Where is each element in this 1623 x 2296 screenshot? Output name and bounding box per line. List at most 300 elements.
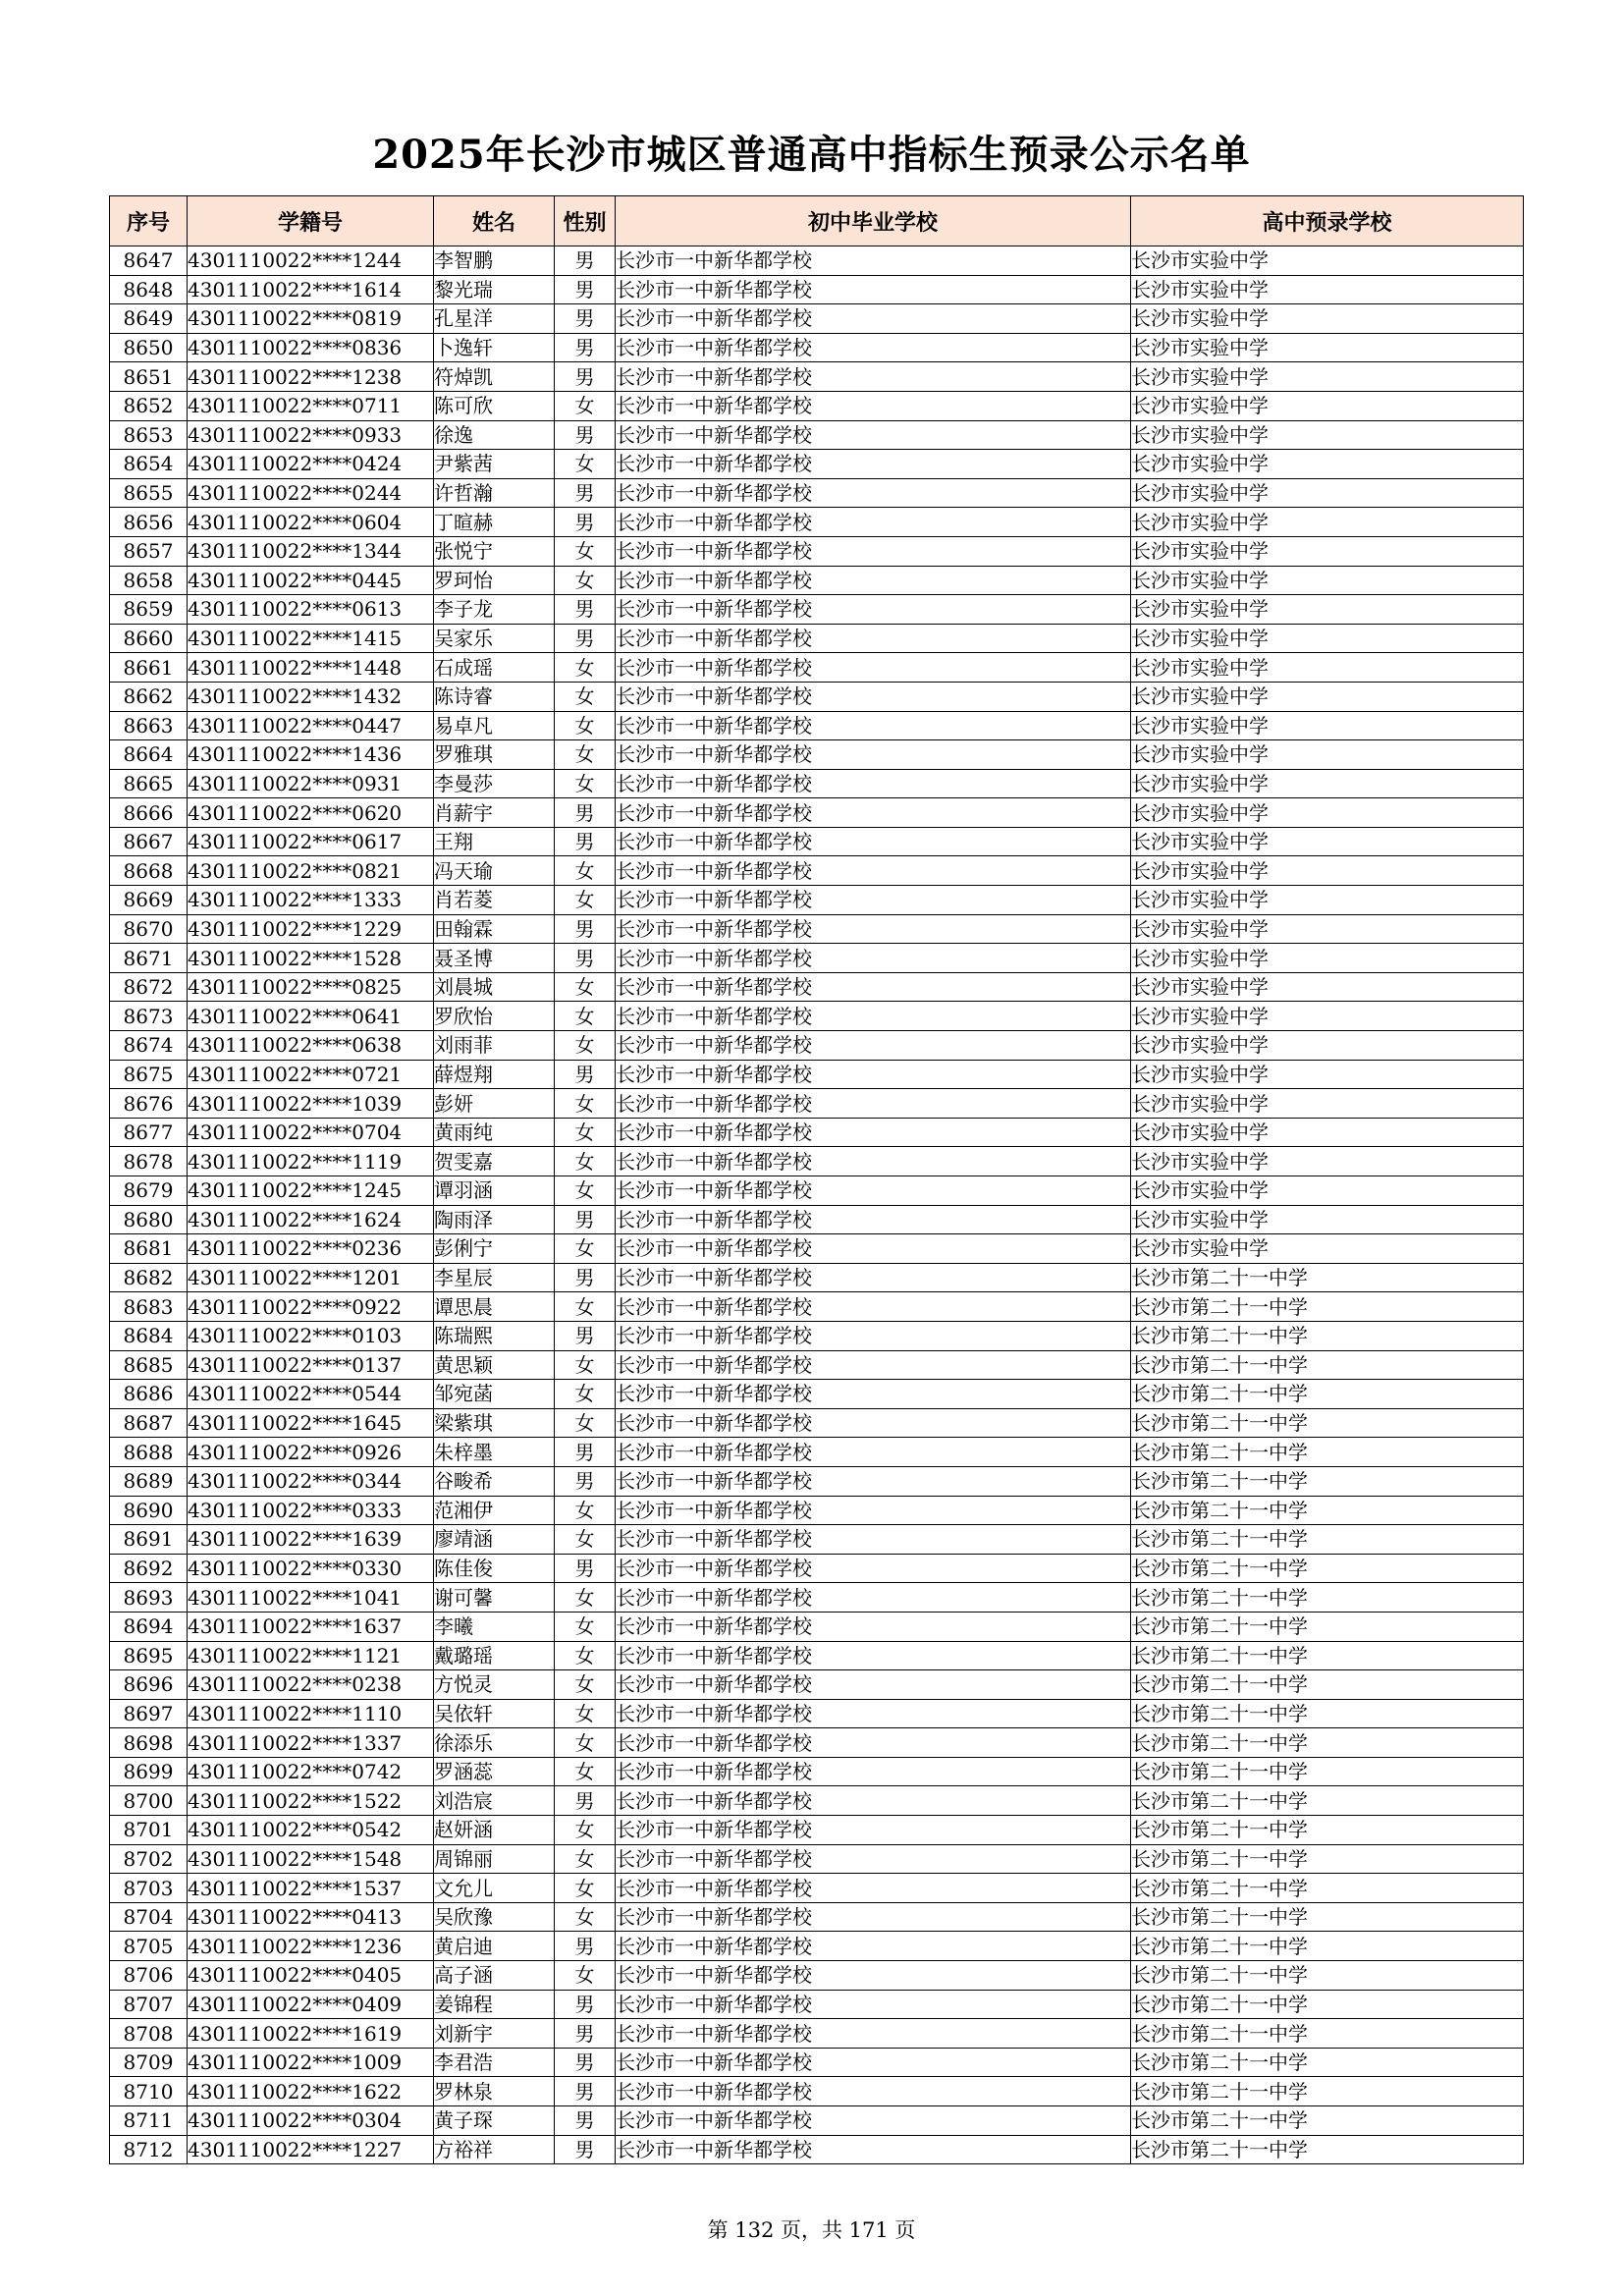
cell-gender: 女 [555, 1380, 616, 1409]
cell-gender: 男 [555, 304, 616, 334]
column-header-student-id: 学籍号 [188, 196, 434, 246]
cell-seq: 8709 [110, 2048, 188, 2077]
cell-high-school: 长沙市实验中学 [1131, 711, 1524, 740]
cell-high-school: 长沙市第二十一中学 [1131, 1321, 1524, 1350]
cell-middle-school: 长沙市一中新华都学校 [616, 1438, 1131, 1467]
cell-seq: 8696 [110, 1670, 188, 1700]
cell-high-school: 长沙市第二十一中学 [1131, 1932, 1524, 1961]
cell-high-school: 长沙市第二十一中学 [1131, 1641, 1524, 1670]
cell-name: 冯天瑜 [434, 856, 555, 886]
table-row [110, 595, 1524, 625]
cell-high-school: 长沙市实验中学 [1131, 566, 1524, 595]
cell-student-id: 4301110022****0704 [188, 1118, 434, 1147]
cell-high-school: 长沙市实验中学 [1131, 391, 1524, 420]
cell-name: 张悦宁 [434, 536, 555, 566]
cell-high-school: 长沙市实验中学 [1131, 1118, 1524, 1147]
column-header-gender: 性别 [555, 196, 616, 246]
cell-name: 聂圣博 [434, 944, 555, 973]
cell-high-school: 长沙市实验中学 [1131, 246, 1524, 276]
cell-student-id: 4301110022****0825 [188, 972, 434, 1002]
cell-seq: 8656 [110, 508, 188, 537]
cell-student-id: 4301110022****0304 [188, 2106, 434, 2136]
cell-gender: 女 [555, 1234, 616, 1264]
cell-middle-school: 长沙市一中新华都学校 [616, 769, 1131, 798]
table-row [110, 1786, 1524, 1816]
cell-seq: 8665 [110, 769, 188, 798]
cell-middle-school: 长沙市一中新华都学校 [616, 595, 1131, 625]
cell-gender: 女 [555, 653, 616, 683]
cell-student-id: 4301110022****0445 [188, 566, 434, 595]
cell-student-id: 4301110022****1619 [188, 2019, 434, 2049]
table-row [110, 1380, 1524, 1409]
cell-high-school: 长沙市实验中学 [1131, 972, 1524, 1002]
cell-seq: 8683 [110, 1292, 188, 1322]
cell-seq: 8695 [110, 1641, 188, 1670]
cell-gender: 女 [555, 1670, 616, 1700]
cell-gender: 女 [555, 740, 616, 770]
cell-high-school: 长沙市第二十一中学 [1131, 1961, 1524, 1991]
table-row [110, 2019, 1524, 2049]
cell-high-school: 长沙市实验中学 [1131, 944, 1524, 973]
cell-name: 罗欣怡 [434, 1002, 555, 1031]
cell-name: 谭思晨 [434, 1292, 555, 1322]
cell-name: 孔星洋 [434, 304, 555, 334]
table-row [110, 1525, 1524, 1555]
cell-gender: 女 [555, 1089, 616, 1119]
cell-gender: 男 [555, 1990, 616, 2019]
cell-seq: 8712 [110, 2135, 188, 2164]
cell-middle-school: 长沙市一中新华都学校 [616, 1147, 1131, 1176]
cell-high-school: 长沙市第二十一中学 [1131, 1350, 1524, 1380]
cell-seq: 8663 [110, 711, 188, 740]
cell-name: 许哲瀚 [434, 478, 555, 508]
cell-middle-school: 长沙市一中新华都学校 [616, 1002, 1131, 1031]
table-row [110, 1205, 1524, 1234]
cell-middle-school: 长沙市一中新华都学校 [616, 304, 1131, 334]
cell-middle-school: 长沙市一中新华都学校 [616, 1408, 1131, 1438]
cell-name: 陈诗睿 [434, 682, 555, 711]
cell-middle-school: 长沙市一中新华都学校 [616, 944, 1131, 973]
cell-seq: 8660 [110, 624, 188, 653]
table-row [110, 1902, 1524, 1932]
cell-gender: 女 [555, 1176, 616, 1206]
cell-name: 罗珂怡 [434, 566, 555, 595]
cell-middle-school: 长沙市一中新华都学校 [616, 1118, 1131, 1147]
table-header-row [110, 196, 1524, 246]
cell-high-school: 长沙市实验中学 [1131, 450, 1524, 479]
cell-name: 罗雅琪 [434, 740, 555, 770]
cell-name: 黄子琛 [434, 2106, 555, 2136]
cell-student-id: 4301110022****1645 [188, 1408, 434, 1438]
cell-gender: 女 [555, 1002, 616, 1031]
cell-name: 李曼莎 [434, 769, 555, 798]
cell-gender: 男 [555, 1060, 616, 1089]
cell-name: 刘晨城 [434, 972, 555, 1002]
table-row [110, 508, 1524, 537]
cell-student-id: 4301110022****0137 [188, 1350, 434, 1380]
cell-middle-school: 长沙市一中新华都学校 [616, 1554, 1131, 1583]
table-row [110, 1670, 1524, 1700]
cell-name: 尹紫茜 [434, 450, 555, 479]
cell-middle-school: 长沙市一中新华都学校 [616, 1321, 1131, 1350]
table-row [110, 1961, 1524, 1991]
cell-high-school: 长沙市第二十一中学 [1131, 1525, 1524, 1555]
table-row [110, 1176, 1524, 1206]
table-row [110, 1147, 1524, 1176]
cell-high-school: 长沙市第二十一中学 [1131, 2106, 1524, 2136]
cell-gender: 男 [555, 1786, 616, 1816]
cell-name: 刘浩宸 [434, 1786, 555, 1816]
table-row [110, 1002, 1524, 1031]
cell-gender: 女 [555, 1902, 616, 1932]
cell-high-school: 长沙市实验中学 [1131, 1031, 1524, 1061]
cell-name: 罗林泉 [434, 2077, 555, 2106]
cell-gender: 男 [555, 2048, 616, 2077]
cell-name: 符焯凯 [434, 362, 555, 392]
cell-seq: 8688 [110, 1438, 188, 1467]
cell-high-school: 长沙市第二十一中学 [1131, 1990, 1524, 2019]
cell-high-school: 长沙市实验中学 [1131, 275, 1524, 304]
cell-middle-school: 长沙市一中新华都学校 [616, 1961, 1131, 1991]
cell-name: 陶雨泽 [434, 1205, 555, 1234]
cell-student-id: 4301110022****0742 [188, 1757, 434, 1786]
cell-gender: 男 [555, 944, 616, 973]
cell-high-school: 长沙市实验中学 [1131, 508, 1524, 537]
cell-middle-school: 长沙市一中新华都学校 [616, 566, 1131, 595]
cell-middle-school: 长沙市一中新华都学校 [616, 1932, 1131, 1961]
table-row [110, 1496, 1524, 1525]
table-row [110, 1554, 1524, 1583]
cell-high-school: 长沙市实验中学 [1131, 536, 1524, 566]
cell-student-id: 4301110022****0333 [188, 1496, 434, 1525]
cell-gender: 女 [555, 1147, 616, 1176]
cell-middle-school: 长沙市一中新华都学校 [616, 1205, 1131, 1234]
cell-high-school: 长沙市第二十一中学 [1131, 1816, 1524, 1845]
cell-middle-school: 长沙市一中新华都学校 [616, 1816, 1131, 1845]
cell-seq: 8654 [110, 450, 188, 479]
cell-high-school: 长沙市实验中学 [1131, 333, 1524, 362]
cell-seq: 8702 [110, 1844, 188, 1874]
cell-student-id: 4301110022****1244 [188, 246, 434, 276]
cell-high-school: 长沙市第二十一中学 [1131, 1292, 1524, 1322]
cell-gender: 男 [555, 595, 616, 625]
cell-gender: 女 [555, 1757, 616, 1786]
cell-middle-school: 长沙市一中新华都学校 [616, 740, 1131, 770]
cell-high-school: 长沙市第二十一中学 [1131, 1670, 1524, 1700]
cell-seq: 8669 [110, 886, 188, 915]
cell-name: 黄启迪 [434, 1932, 555, 1961]
cell-high-school: 长沙市第二十一中学 [1131, 1554, 1524, 1583]
cell-seq: 8697 [110, 1699, 188, 1728]
cell-student-id: 4301110022****1522 [188, 1786, 434, 1816]
table-row [110, 420, 1524, 450]
cell-seq: 8674 [110, 1031, 188, 1061]
cell-middle-school: 长沙市一中新华都学校 [616, 1699, 1131, 1728]
cell-gender: 女 [555, 1961, 616, 1991]
cell-high-school: 长沙市第二十一中学 [1131, 2019, 1524, 2049]
table-row [110, 333, 1524, 362]
cell-seq: 8647 [110, 246, 188, 276]
cell-seq: 8699 [110, 1757, 188, 1786]
cell-name: 李君浩 [434, 2048, 555, 2077]
cell-middle-school: 长沙市一中新华都学校 [616, 1525, 1131, 1555]
cell-seq: 8670 [110, 914, 188, 944]
cell-student-id: 4301110022****0409 [188, 1990, 434, 2019]
cell-middle-school: 长沙市一中新华都学校 [616, 2106, 1131, 2136]
cell-student-id: 4301110022****1537 [188, 1874, 434, 1903]
cell-middle-school: 长沙市一中新华都学校 [616, 1234, 1131, 1264]
cell-high-school: 长沙市实验中学 [1131, 914, 1524, 944]
cell-name: 彭俐宁 [434, 1234, 555, 1264]
cell-high-school: 长沙市第二十一中学 [1131, 2048, 1524, 2077]
cell-gender: 男 [555, 1466, 616, 1496]
cell-high-school: 长沙市实验中学 [1131, 595, 1524, 625]
cell-high-school: 长沙市第二十一中学 [1131, 1844, 1524, 1874]
page-footer: 第 132 页，共 171 页 [707, 2218, 916, 2242]
cell-high-school: 长沙市第二十一中学 [1131, 1263, 1524, 1292]
cell-seq: 8661 [110, 653, 188, 683]
cell-middle-school: 长沙市一中新华都学校 [616, 1380, 1131, 1409]
cell-name: 刘新宇 [434, 2019, 555, 2049]
cell-name: 吴欣豫 [434, 1902, 555, 1932]
column-header-middle-school: 初中毕业学校 [616, 196, 1131, 246]
cell-student-id: 4301110022****1238 [188, 362, 434, 392]
cell-student-id: 4301110022****0721 [188, 1060, 434, 1089]
cell-seq: 8667 [110, 827, 188, 856]
cell-seq: 8659 [110, 595, 188, 625]
cell-high-school: 长沙市实验中学 [1131, 478, 1524, 508]
cell-high-school: 长沙市实验中学 [1131, 827, 1524, 856]
cell-middle-school: 长沙市一中新华都学校 [616, 1990, 1131, 2019]
cell-middle-school: 长沙市一中新华都学校 [616, 1176, 1131, 1206]
cell-middle-school: 长沙市一中新华都学校 [616, 682, 1131, 711]
cell-gender: 女 [555, 450, 616, 479]
cell-name: 戴璐瑶 [434, 1641, 555, 1670]
cell-middle-school: 长沙市一中新华都学校 [616, 1844, 1131, 1874]
cell-student-id: 4301110022****0819 [188, 304, 434, 334]
page-title: 2025年长沙市城区普通高中指标生预录公示名单 [372, 132, 1251, 178]
table-row [110, 798, 1524, 828]
cell-middle-school: 长沙市一中新华都学校 [616, 1902, 1131, 1932]
cell-name: 李智鹏 [434, 246, 555, 276]
cell-student-id: 4301110022****0330 [188, 1554, 434, 1583]
cell-gender: 男 [555, 914, 616, 944]
cell-student-id: 4301110022****1614 [188, 275, 434, 304]
cell-name: 肖若菱 [434, 886, 555, 915]
column-header-name: 姓名 [434, 196, 555, 246]
cell-high-school: 长沙市实验中学 [1131, 1089, 1524, 1119]
cell-seq: 8704 [110, 1902, 188, 1932]
cell-middle-school: 长沙市一中新华都学校 [616, 827, 1131, 856]
table-row [110, 624, 1524, 653]
table-row [110, 246, 1524, 276]
table-row [110, 827, 1524, 856]
cell-high-school: 长沙市实验中学 [1131, 1060, 1524, 1089]
cell-student-id: 4301110022****0617 [188, 827, 434, 856]
cell-gender: 女 [555, 536, 616, 566]
cell-gender: 女 [555, 711, 616, 740]
cell-high-school: 长沙市第二十一中学 [1131, 1902, 1524, 1932]
cell-seq: 8648 [110, 275, 188, 304]
table-row [110, 2077, 1524, 2106]
cell-high-school: 长沙市第二十一中学 [1131, 2077, 1524, 2106]
cell-middle-school: 长沙市一中新华都学校 [616, 362, 1131, 392]
cell-student-id: 4301110022****0711 [188, 391, 434, 420]
cell-name: 谭羽涵 [434, 1176, 555, 1206]
table-row [110, 1844, 1524, 1874]
cell-middle-school: 长沙市一中新华都学校 [616, 653, 1131, 683]
cell-seq: 8684 [110, 1321, 188, 1350]
cell-student-id: 4301110022****1548 [188, 1844, 434, 1874]
table-row [110, 1612, 1524, 1641]
cell-gender: 男 [555, 478, 616, 508]
cell-gender: 男 [555, 827, 616, 856]
cell-student-id: 4301110022****1448 [188, 653, 434, 683]
cell-gender: 女 [555, 566, 616, 595]
cell-high-school: 长沙市实验中学 [1131, 769, 1524, 798]
cell-student-id: 4301110022****1201 [188, 1263, 434, 1292]
cell-name: 廖靖涵 [434, 1525, 555, 1555]
cell-middle-school: 长沙市一中新华都学校 [616, 536, 1131, 566]
cell-gender: 男 [555, 1321, 616, 1350]
cell-middle-school: 长沙市一中新华都学校 [616, 798, 1131, 828]
cell-middle-school: 长沙市一中新华都学校 [616, 2077, 1131, 2106]
cell-middle-school: 长沙市一中新华都学校 [616, 1641, 1131, 1670]
cell-middle-school: 长沙市一中新华都学校 [616, 886, 1131, 915]
cell-middle-school: 长沙市一中新华都学校 [616, 478, 1131, 508]
table-row [110, 1932, 1524, 1961]
cell-gender: 女 [555, 856, 616, 886]
cell-student-id: 4301110022****0238 [188, 1670, 434, 1700]
cell-high-school: 长沙市第二十一中学 [1131, 1699, 1524, 1728]
cell-seq: 8653 [110, 420, 188, 450]
table-body [110, 246, 1524, 2164]
table-row [110, 450, 1524, 479]
table-row [110, 1583, 1524, 1613]
cell-seq: 8703 [110, 1874, 188, 1903]
cell-high-school: 长沙市实验中学 [1131, 856, 1524, 886]
cell-high-school: 长沙市实验中学 [1131, 653, 1524, 683]
cell-seq: 8680 [110, 1205, 188, 1234]
cell-middle-school: 长沙市一中新华都学校 [616, 450, 1131, 479]
cell-gender: 女 [555, 1612, 616, 1641]
cell-gender: 男 [555, 362, 616, 392]
roster-table [109, 195, 1524, 2164]
cell-student-id: 4301110022****0413 [188, 1902, 434, 1932]
cell-seq: 8676 [110, 1089, 188, 1119]
cell-name: 吴依轩 [434, 1699, 555, 1728]
table-row [110, 1060, 1524, 1089]
cell-seq: 8655 [110, 478, 188, 508]
cell-high-school: 长沙市实验中学 [1131, 798, 1524, 828]
cell-high-school: 长沙市实验中学 [1131, 1205, 1524, 1234]
cell-high-school: 长沙市实验中学 [1131, 1002, 1524, 1031]
cell-student-id: 4301110022****1121 [188, 1641, 434, 1670]
cell-gender: 女 [555, 972, 616, 1002]
cell-seq: 8664 [110, 740, 188, 770]
cell-seq: 8689 [110, 1466, 188, 1496]
cell-high-school: 长沙市第二十一中学 [1131, 1583, 1524, 1613]
cell-seq: 8681 [110, 1234, 188, 1264]
cell-gender: 男 [555, 1205, 616, 1234]
table-row [110, 391, 1524, 420]
cell-student-id: 4301110022****0344 [188, 1466, 434, 1496]
table-row [110, 1031, 1524, 1061]
cell-gender: 女 [555, 1874, 616, 1903]
cell-name: 梁紫琪 [434, 1408, 555, 1438]
cell-name: 方裕祥 [434, 2135, 555, 2164]
cell-student-id: 4301110022****0103 [188, 1321, 434, 1350]
cell-seq: 8687 [110, 1408, 188, 1438]
cell-student-id: 4301110022****0244 [188, 478, 434, 508]
cell-gender: 女 [555, 1728, 616, 1758]
cell-seq: 8677 [110, 1118, 188, 1147]
cell-middle-school: 长沙市一中新华都学校 [616, 275, 1131, 304]
cell-name: 方悦灵 [434, 1670, 555, 1700]
cell-gender: 女 [555, 1408, 616, 1438]
cell-student-id: 4301110022****0542 [188, 1816, 434, 1845]
cell-student-id: 4301110022****1333 [188, 886, 434, 915]
cell-student-id: 4301110022****0933 [188, 420, 434, 450]
table-row [110, 1990, 1524, 2019]
cell-middle-school: 长沙市一中新华都学校 [616, 1612, 1131, 1641]
table-row [110, 769, 1524, 798]
cell-gender: 女 [555, 1525, 616, 1555]
cell-seq: 8678 [110, 1147, 188, 1176]
cell-name: 赵妍涵 [434, 1816, 555, 1845]
table-row [110, 1466, 1524, 1496]
cell-seq: 8694 [110, 1612, 188, 1641]
cell-high-school: 长沙市第二十一中学 [1131, 1438, 1524, 1467]
cell-high-school: 长沙市实验中学 [1131, 1176, 1524, 1206]
cell-gender: 女 [555, 1844, 616, 1874]
cell-student-id: 4301110022****0604 [188, 508, 434, 537]
cell-seq: 8692 [110, 1554, 188, 1583]
cell-name: 李子龙 [434, 595, 555, 625]
table-row [110, 362, 1524, 392]
cell-student-id: 4301110022****1039 [188, 1089, 434, 1119]
cell-high-school: 长沙市第二十一中学 [1131, 2135, 1524, 2164]
cell-middle-school: 长沙市一中新华都学校 [616, 1874, 1131, 1903]
cell-name: 黎光瑞 [434, 275, 555, 304]
table-row [110, 304, 1524, 334]
cell-name: 李星辰 [434, 1263, 555, 1292]
cell-middle-school: 长沙市一中新华都学校 [616, 856, 1131, 886]
cell-middle-school: 长沙市一中新华都学校 [616, 2135, 1131, 2164]
cell-seq: 8701 [110, 1816, 188, 1845]
cell-name: 周锦丽 [434, 1844, 555, 1874]
column-header-high-school: 高中预录学校 [1131, 196, 1524, 246]
table-row [110, 1874, 1524, 1903]
cell-name: 徐逸 [434, 420, 555, 450]
cell-middle-school: 长沙市一中新华都学校 [616, 1263, 1131, 1292]
cell-student-id: 4301110022****1432 [188, 682, 434, 711]
cell-name: 肖薪宇 [434, 798, 555, 828]
table-row [110, 1641, 1524, 1670]
cell-gender: 男 [555, 1438, 616, 1467]
cell-name: 卜逸轩 [434, 333, 555, 362]
cell-seq: 8666 [110, 798, 188, 828]
table-row [110, 1118, 1524, 1147]
cell-name: 彭妍 [434, 1089, 555, 1119]
table-row [110, 682, 1524, 711]
cell-student-id: 4301110022****0236 [188, 1234, 434, 1264]
cell-seq: 8708 [110, 2019, 188, 2049]
cell-student-id: 4301110022****1041 [188, 1583, 434, 1613]
cell-seq: 8657 [110, 536, 188, 566]
cell-gender: 男 [555, 246, 616, 276]
cell-seq: 8685 [110, 1350, 188, 1380]
